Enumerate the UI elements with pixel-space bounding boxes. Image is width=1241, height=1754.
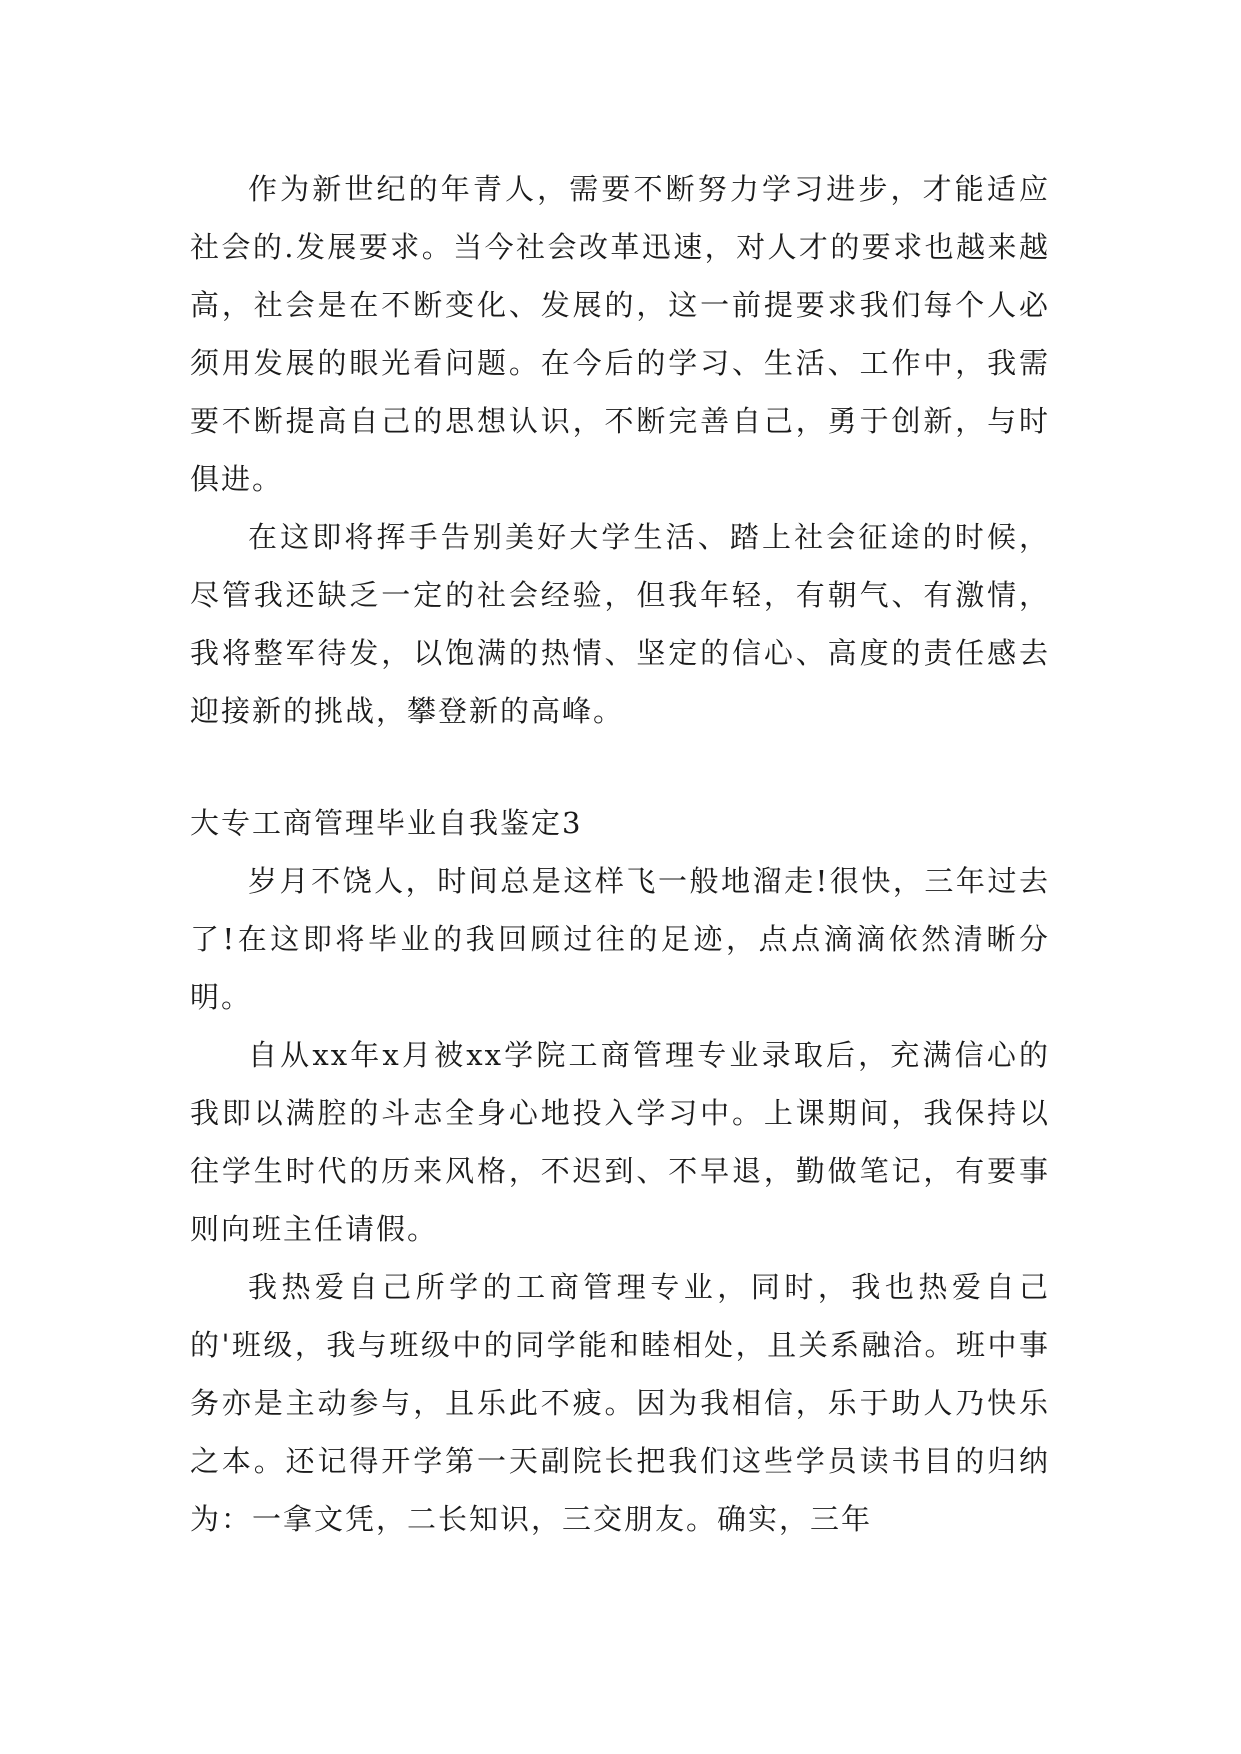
paragraph-1: 作为新世纪的年青人，需要不断努力学习进步，才能适应社会的.发展要求。当今社会改革迅速，对人才的要求也越来越高，社会是在不断变化、发展的，这一前提要求我们每个人必须用发展的眼光看问题。在今后的学习、生活、工作中，我需要不断提高自己的思想认识，不断完善自己，勇于创新，与时俱进。 [190, 172, 1050, 496]
paragraph-3: 岁月不饶人，时间总是这样飞一般地溜走!很快，三年过去了!在这即将毕业的我回顾过往的足迹，点点滴滴依然清晰分明。 [190, 864, 1050, 1014]
paragraph-4: 自从xx年x月被xx学院工商管理专业录取后，充满信心的我即以满腔的斗志全身心地投入学习中。上课期间，我保持以往学生时代的历来风格，不迟到、不早退，勤做笔记，有要事则向班主任请假。 [190, 1038, 1050, 1246]
paragraph-2: 在这即将挥手告别美好大学生活、踏上社会征途的时候，尽管我还缺乏一定的社会经验，但我年轻，有朝气、有激情，我将整军待发，以饱满的热情、坚定的信心、高度的责任感去迎接新的挑战，攀登新的高峰。 [190, 520, 1050, 728]
document-body [190, 160, 1050, 1548]
section-heading: 大专工商管理毕业自我鉴定3 [190, 806, 583, 840]
paragraph-5: 我热爱自己所学的工商管理专业，同时，我也热爱自己的'班级，我与班级中的同学能和睦相处，且关系融洽。班中事务亦是主动参与，且乐此不疲。因为我相信，乐于助人乃快乐之本。还记得开学第一天副院长把我们这些学员读书目的归纳为：一拿文凭，二长知识，三交朋友。确实，三年 [190, 1270, 1050, 1536]
